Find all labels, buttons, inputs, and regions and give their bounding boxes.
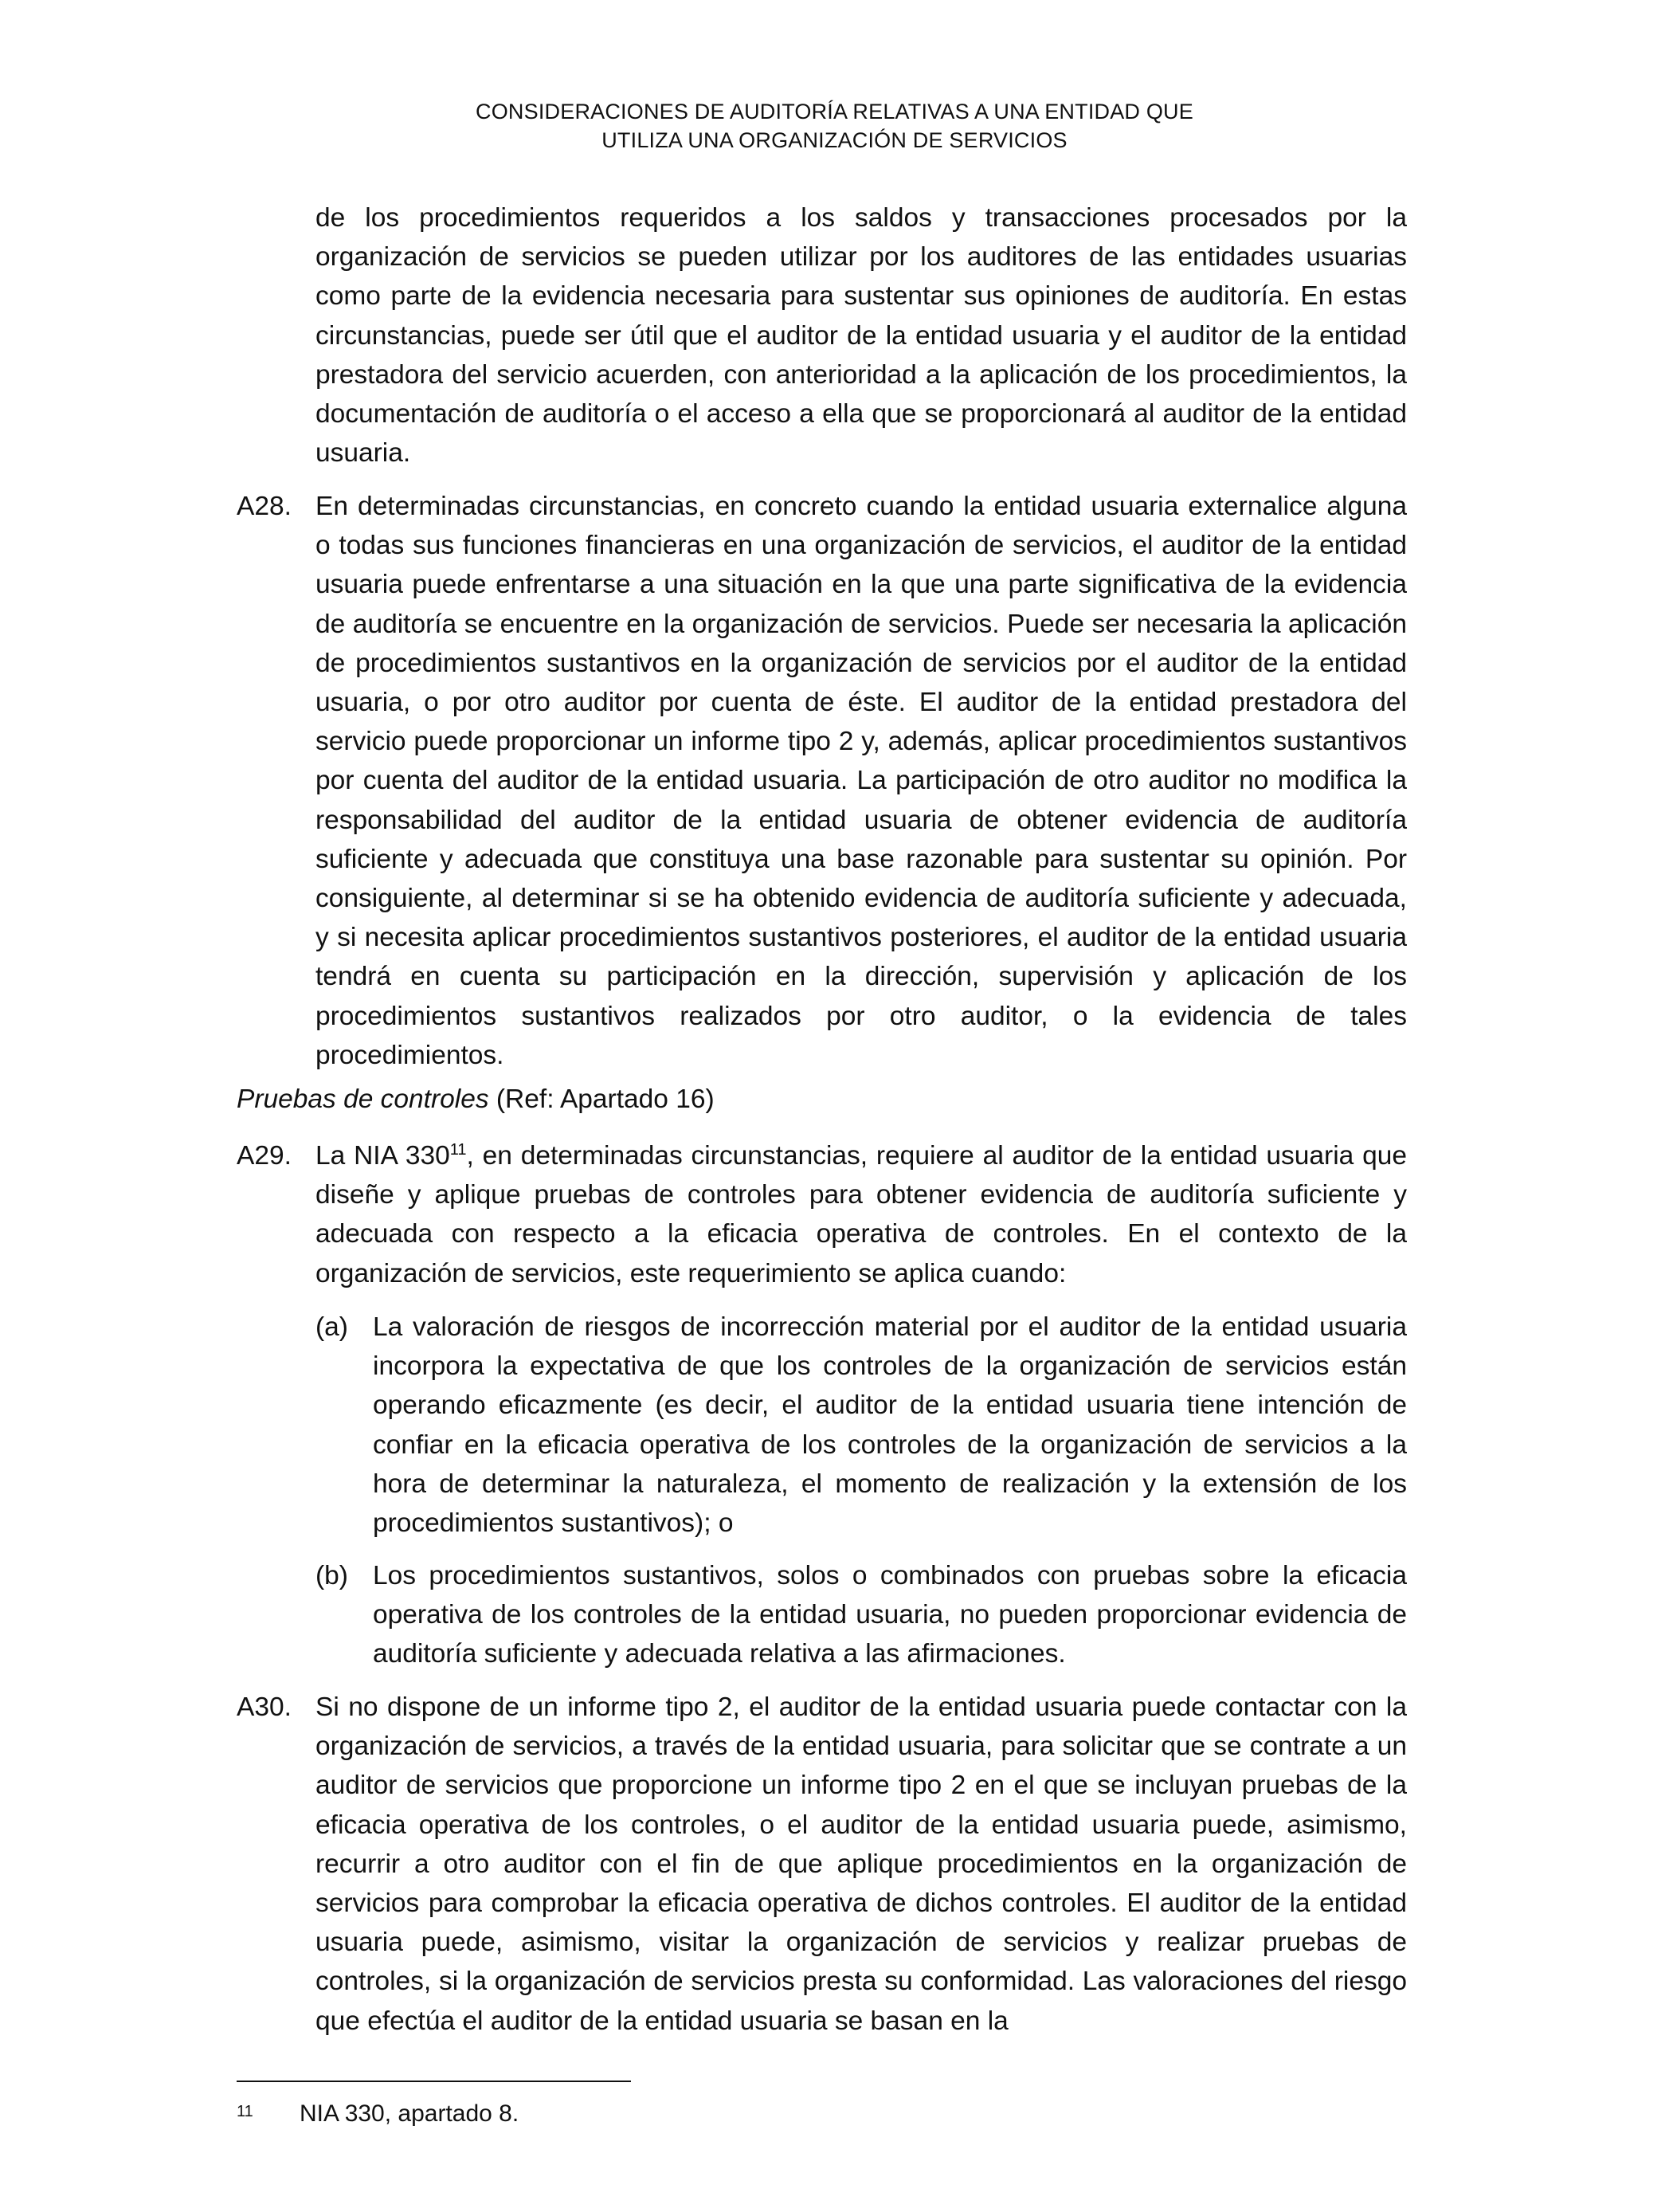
paragraph-a29 — [315, 1136, 1407, 1293]
running-header-line-2: UTILIZA UNA ORGANIZACIÓN DE SERVICIOS — [601, 128, 1068, 152]
paragraph-a28: En determinadas circunstancias, en concreto cuando la entidad usuaria externalice alguna o todas sus funciones financieras en una organización de servicios, el auditor de la entidad usuaria puede enfrentarse a una situación en la que una parte significativa de la evidencia de auditoría se encuentre en la organización de servicios. Puede ser necesaria la aplicación de procedimientos sustantivos en la organización de servicios por el auditor de la entidad usuaria, o por otro auditor por cuenta de éste. El auditor de la entidad prestadora del servicio puede proporcionar un informe tipo 2 y, además, aplicar procedimientos sustantivos por cuenta del auditor de la entidad usuaria. La participación de otro auditor no modifica la responsabilidad del auditor de la entidad usuaria de obtener evidencia de auditoría suficiente y adecuada que constituya una base razonable para sustentar su opinión. Por consiguiente, al determinar si se ha obtenido evidencia de auditoría suficiente y adecuada, y si necesita aplicar procedimientos sustantivos posteriores, el auditor de la entidad usuaria tendrá en cuenta su participación en la dirección, supervisión y aplicación de los procedimientos sustantivos realizados por otro auditor, o la evidencia de tales procedimientos. — [315, 492, 1407, 1070]
list-item-b: Los procedimientos sustantivos, solos o combinados con pruebas sobre la eficacia operativa de los controles de la entidad usuaria, no pueden proporcionar evidencia de auditoría suficiente y adecuada relativa a las afirmaciones. — [373, 1561, 1407, 1669]
paragraph-number-a28: A28. — [237, 492, 292, 521]
paragraph-number-a29: A29. — [237, 1141, 292, 1171]
a29-text-rest: , en determinadas circunstancias, requiere al auditor de la entidad usuaria que diseñe y aplique pruebas de controles para obtener evidencia de auditoría suficiente y adecuada con respecto a la eficacia operativa de controles. En el contexto de la organización de servicios, este requerimiento se aplica cuando: — [315, 1141, 1407, 1288]
list-item-label-a: (a) — [315, 1312, 348, 1342]
footnote-separator — [237, 2081, 631, 2082]
paragraph-number-a30: A30. — [237, 1692, 292, 1722]
running-header-line-1: CONSIDERACIONES DE AUDITORÍA RELATIVAS A UNA ENTIDAD QUE — [476, 100, 1193, 124]
section-heading — [237, 1080, 715, 1119]
section-heading-title: Pruebas de controles — [237, 1084, 489, 1114]
running-header — [0, 97, 1669, 155]
section-heading-reference: (Ref: Apartado 16) — [488, 1084, 715, 1114]
footnote-number: 11 — [237, 2103, 253, 2120]
continuation-paragraph: de los procedimientos requeridos a los saldos y transacciones procesados por la organización de servicios se pueden utilizar por los auditores de las entidades usuarias como parte de la evidencia necesaria para sustentar sus opiniones de auditoría. En estas circunstancias, puede ser útil que el auditor de la entidad usuaria y el auditor de la entidad prestadora del servicio acuerden, con anterioridad a la aplicación de los procedimientos, la documentación de auditoría o el acceso a ella que se proporcionará al auditor de la entidad usuaria. — [315, 203, 1407, 469]
footnote-reference: 11 — [449, 1140, 467, 1159]
list-item-label-b: (b) — [315, 1561, 348, 1590]
paragraph-a30: Si no dispone de un informe tipo 2, el auditor de la entidad usuaria puede contactar con la organización de servicios, a través de la entidad usuaria, para solicitar que se contrate a un auditor de servicios que proporcione un informe tipo 2 en el que se incluyan pruebas de la eficacia operativa de los controles, o el auditor de la entidad usuaria puede, asimismo, recurrir a otro auditor con el fin de que aplique procedimientos en la organización de servicios para comprobar la eficacia operativa de dichos controles. El auditor de la entidad usuaria puede, asimismo, visitar la organización de servicios y realizar pruebas de controles, si la organización de servicios presta su conformidad. Las valoraciones del riesgo que efectúa el auditor de la entidad usuaria se basan en la — [315, 1692, 1407, 2036]
list-item-a: La valoración de riesgos de incorrección material por el auditor de la entidad usuaria incorpora la expectativa de que los controles de la organización de servicios están operando eficazmente (es decir, el auditor de la entidad usuaria tiene intención de confiar en la eficacia operativa de los controles de la organización de servicios a la hora de determinar la naturaleza, el momento de realización y la extensión de los procedimientos sustantivos); o — [373, 1312, 1407, 1539]
footnote-text: NIA 330, apartado 8. — [300, 2100, 519, 2127]
a29-text-start: La NIA 330 — [315, 1141, 450, 1171]
